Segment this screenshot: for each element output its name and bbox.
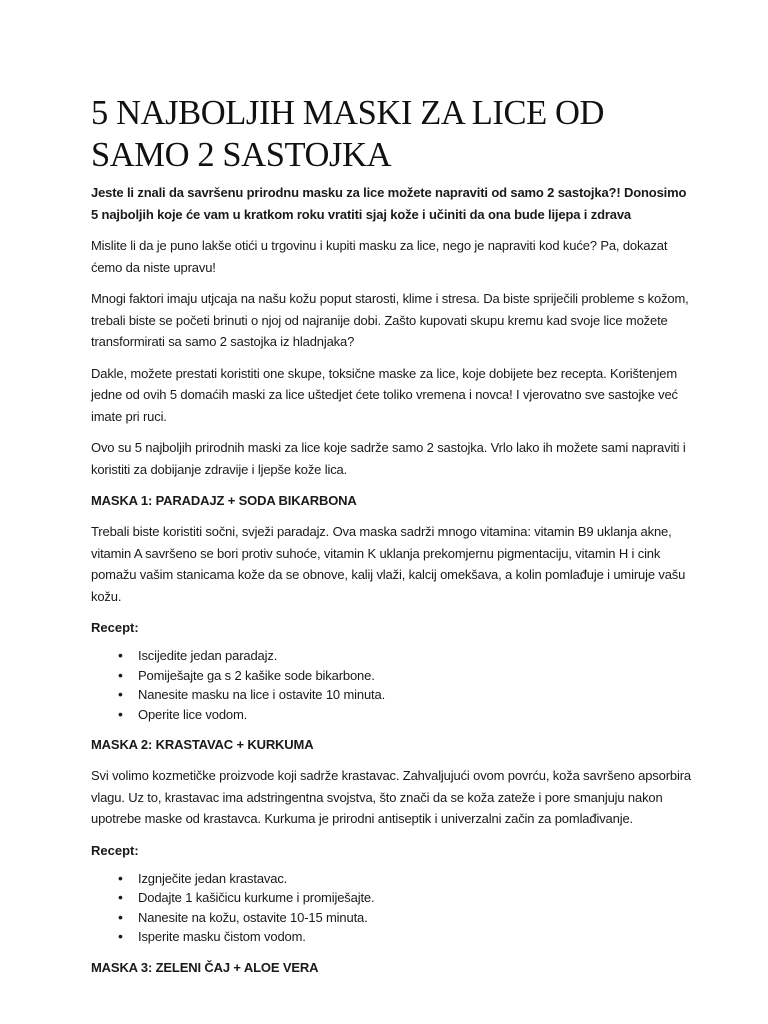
document-body — [91, 92, 691, 988]
mask-2-description: Svi volimo kozmetičke proizvode koji sadrže krastavac. Zahvaljujući ovom povrću, koža savršeno apsorbira vlagu. Uz to, krastavac ima adstringentna svojstva, što znači da se koža zateže i pore smanjuju nakon upotrebe maske od krastavca. Kurkuma je prirodni antiseptik i univerzalni začin za pomlađivanje. — [91, 768, 691, 826]
recipe-step: • Iscijedite jedan paradajz. — [118, 646, 691, 666]
document-title: 5 NAJBOLJIH MASKI ZA LICE OD SAMO 2 SASTOJKA — [91, 94, 605, 174]
recipe-step: • Dodajte 1 kašičicu kurkume i promiješajte. — [118, 888, 691, 908]
recipe-step: • Pomiješajte ga s 2 kašike sode bikarbone. — [118, 666, 691, 686]
paragraph: Mnogi faktori imaju utjcaja na našu kožu poput starosti, klime i stresa. Da biste spriječili probleme s kožom, trebali biste se početi brinuti o njoj od najranije dobi. Zašto kupovati skupu kremu kad svoje lice možete transformirati sa samo 2 sastojka iz hladnjaka? — [91, 291, 689, 349]
recipe-step: • Nanesite masku na lice i ostavite 10 minuta. — [118, 685, 691, 705]
mask-3-heading: MASKA 3: ZELENI ČAJ + ALOE VERA — [91, 959, 319, 975]
recipe-step: • Izgnječite jedan krastavac. — [118, 869, 691, 889]
mask-1-description: Trebali biste koristiti sočni, svježi paradajz. Ova maska sadrži mnogo vitamina: vitamin B9 uklanja akne, vitamin A savršeno se bori protiv suhoće, vitamin K uklanja prekomjernu pigmentaciju, vitamin H i cink pomažu vašim stanicama kože da se obnove, kalij vlaži, kalcij omekšava, a kolin pomlađuje i umiruje vašu kožu. — [91, 524, 686, 604]
mask-1-steps — [91, 646, 691, 724]
paragraph: Ovo su 5 najboljih prirodnih maski za lice koje sadrže samo 2 sastojka. Vrlo lako ih možete sami napraviti i koristiti za dobijanje zdravije i ljepše kože lica. — [91, 440, 686, 477]
mask-2-heading: MASKA 2: KRASTAVAC + KURKUMA — [91, 737, 314, 752]
recipe-step: • Nanesite na kožu, ostavite 10-15 minuta. — [118, 908, 691, 928]
paragraph: Mislite li da je puno lakše otići u trgovinu i kupiti masku za lice, nego je napraviti kod kuće? Pa, dokazat ćemo da niste upravu! — [91, 238, 668, 275]
mask-2-recipe-label: Recept: — [91, 842, 139, 858]
mask-1-heading: MASKA 1: PARADAJZ + SODA BIKARBONA — [91, 493, 357, 508]
recipe-step: • Operite lice vodom. — [118, 705, 691, 725]
paragraph: Dakle, možete prestati koristiti one skupe, toksične maske za lice, koje dobijete bez recepta. Korištenjem jedne od ovih 5 domaćih maski za lice uštedjet ćete toliko vremena i novca! I vjerovatno sve sastojke već imate pri ruci. — [91, 365, 678, 424]
mask-1-recipe-label: Recept: — [91, 620, 139, 635]
mask-2-steps — [91, 869, 691, 947]
recipe-step: • Isperite masku čistom vodom. — [118, 927, 691, 947]
intro-paragraph: Jeste li znali da savršenu prirodnu masku za lice možete napraviti od samo 2 sastojka?! Donosimo 5 najboljih koje će vam u kratkom roku vratiti sjaj kože i učiniti da ona bude lijepa i zdrava — [91, 185, 687, 222]
